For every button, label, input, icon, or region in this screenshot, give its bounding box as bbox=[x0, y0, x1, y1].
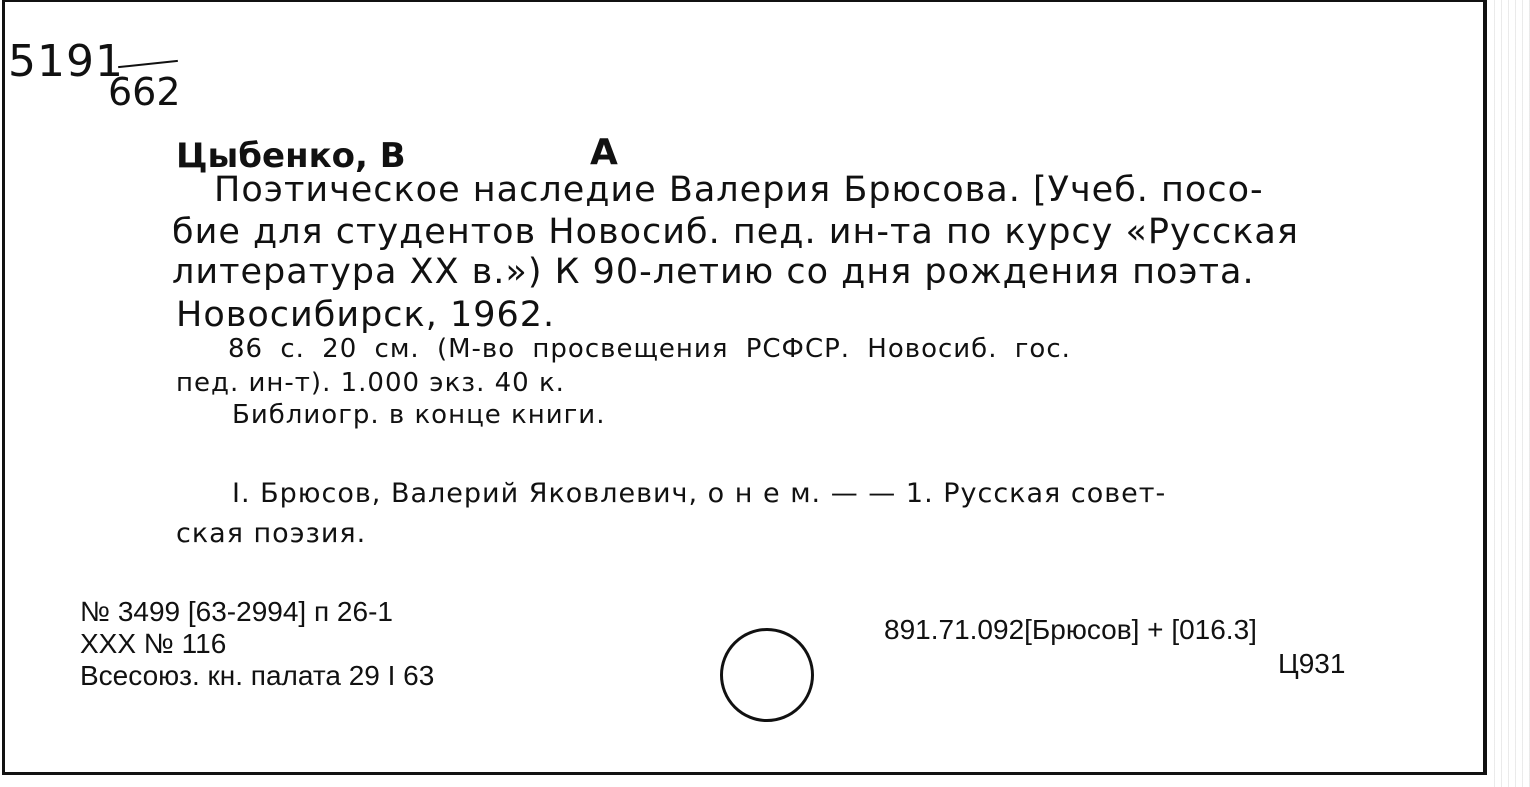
subject-headings-line: ская поэзия. bbox=[176, 518, 367, 549]
author-initial: А bbox=[590, 132, 618, 173]
bibliography-note: Библиогр. в конце книги. bbox=[232, 400, 606, 430]
publisher-chamber-line: Всесоюз. кн. палата 29 I 63 bbox=[80, 660, 435, 691]
physical-description-line: пед. ин-т). 1.000 экз. 40 к. bbox=[176, 368, 565, 398]
classification-code: 891.71.092[Брюсов] + [016.3] bbox=[884, 614, 1257, 645]
scan-edge-strip bbox=[1488, 0, 1530, 787]
title-line: литература XX в.») К 90-летию со дня рождения поэта. bbox=[172, 252, 1255, 292]
card-punch-hole bbox=[720, 628, 814, 722]
shelf-mark: Ц931 bbox=[1278, 648, 1346, 679]
title-line: бие для студентов Новосиб. пед. ин-та по курсу «Русская bbox=[172, 212, 1299, 252]
author-name: Цыбенко, В bbox=[176, 136, 406, 176]
title-line: Поэтическое наследие Валерия Брюсова. [Учеб. посо- bbox=[214, 170, 1264, 210]
card-series-line: XXX № 116 bbox=[80, 628, 227, 659]
card-number-line: № 3499 [63-2994] п 26-1 bbox=[80, 596, 393, 627]
handwritten-subcode: 662 bbox=[108, 70, 181, 114]
handwritten-call-number: 5191 bbox=[8, 36, 124, 87]
physical-description-line: 86 с. 20 см. (М-во просвещения РСФСР. Новосиб. гос. bbox=[228, 334, 1071, 364]
title-line: Новосибирск, 1962. bbox=[176, 295, 556, 335]
subject-headings-line: I. Брюсов, Валерий Яковлевич, о н е м. — — 1. Русская совет- bbox=[232, 478, 1167, 509]
